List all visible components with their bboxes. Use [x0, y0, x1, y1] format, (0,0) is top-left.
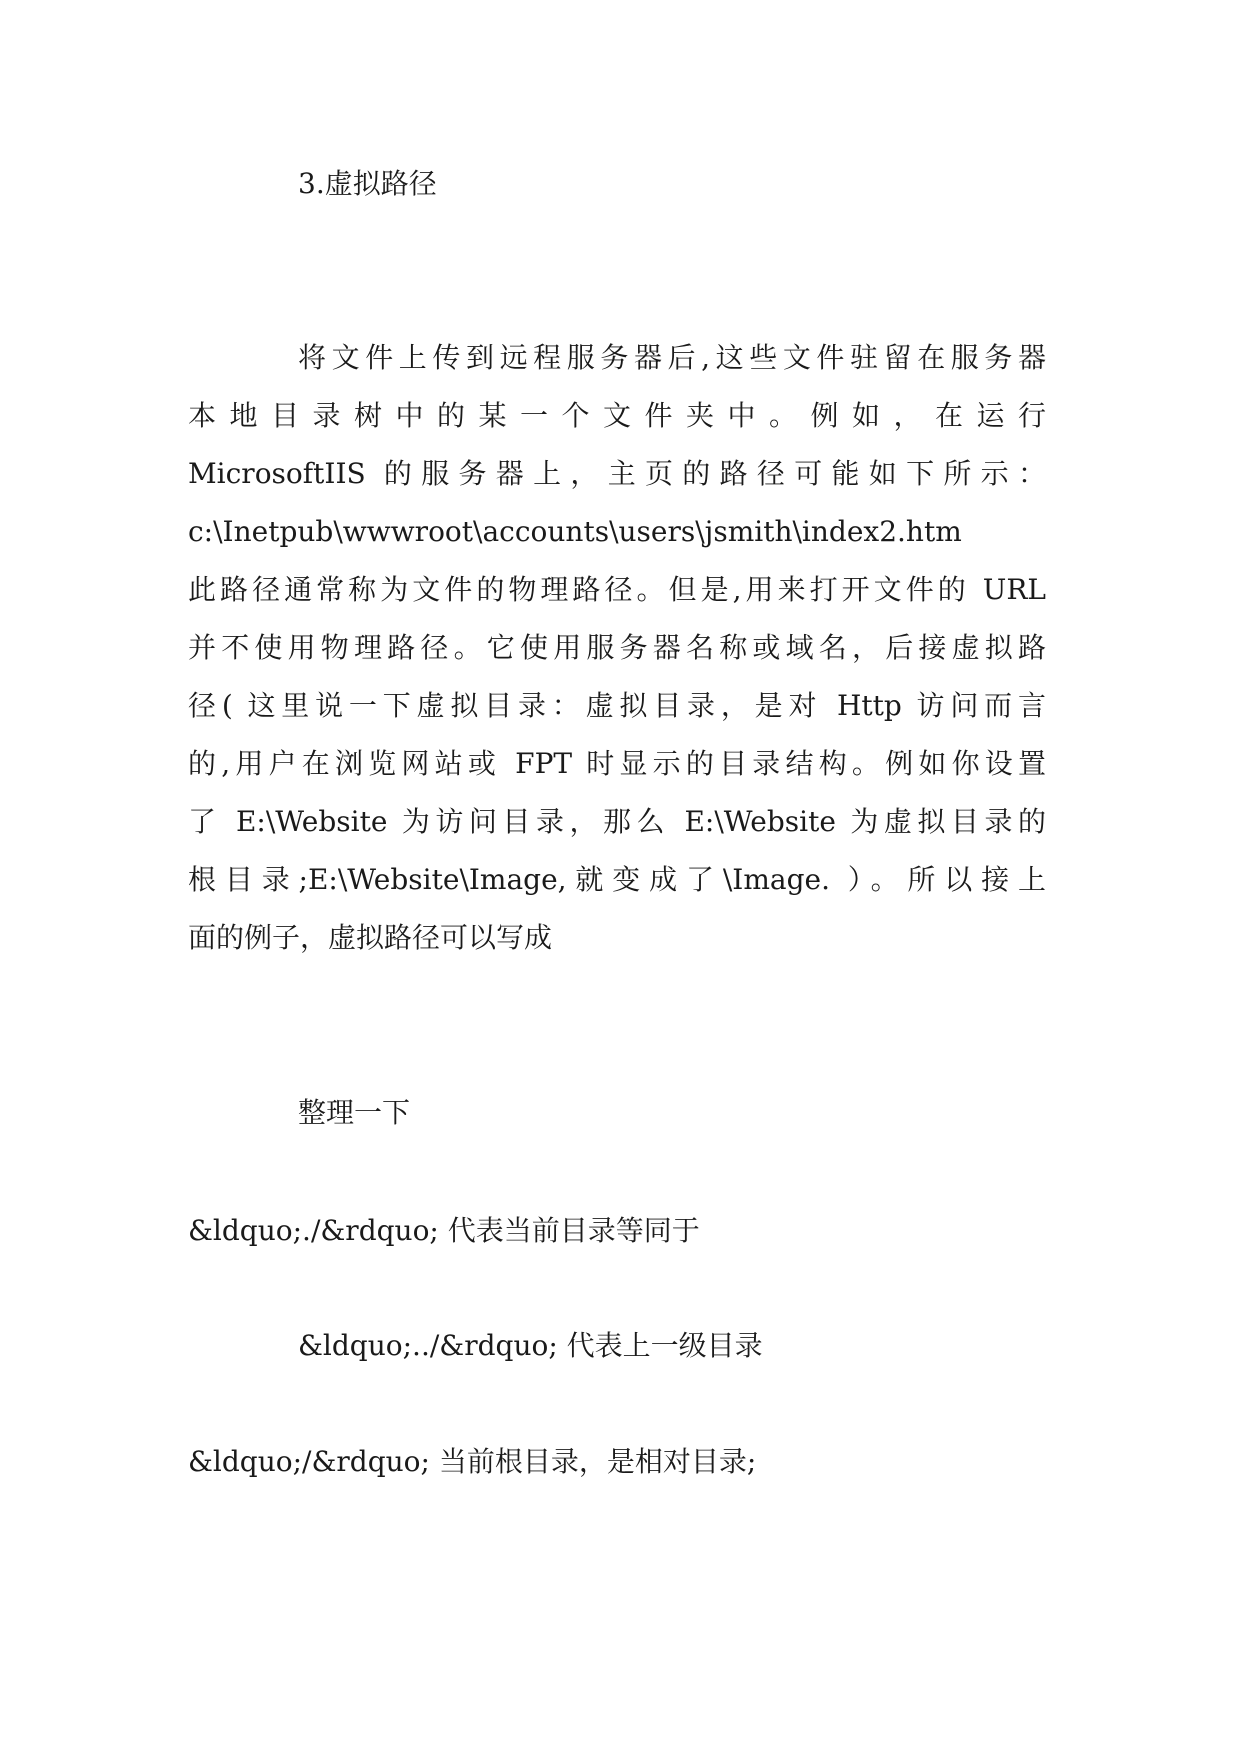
- paragraph-line: 面的例子，虚拟路径可以写成: [188, 921, 553, 954]
- body-paragraph: [188, 340, 1046, 978]
- paragraph-line: 了 E:\Website 为访问目录，那么 E:\Website 为虚拟目录的: [188, 805, 1046, 838]
- paragraph-line: c:\Inetpub\wwwroot\accounts\users\jsmith\index2.htm: [188, 515, 962, 548]
- paragraph-line: 并不使用物理路径。它使用服务器名称或域名，后接虚拟路: [188, 631, 1046, 664]
- paragraph-line: 将文件上传到远程服务器后,这些文件驻留在服务器: [298, 341, 1046, 374]
- paragraph-line: 根目录;E:\Website\Image,就变成了\Image. ）。所以接上: [188, 863, 1046, 896]
- list-item: &ldquo;./&rdquo; 代表当前目录等同于: [188, 1214, 700, 1247]
- paragraph-line: MicrosoftIIS 的服务器上，主页的路径可能如下所示：: [188, 457, 1046, 490]
- list-item: &ldquo;/&rdquo; 当前根目录，是相对目录;: [188, 1445, 757, 1478]
- paragraph-line: 的,用户在浏览网站或 FPT 时显示的目录结构。例如你设置: [188, 747, 1046, 780]
- paragraph-line: 此路径通常称为文件的物理路径。但是,用来打开文件的 URL: [188, 573, 1046, 606]
- section-heading: 3.虚拟路径: [298, 167, 437, 200]
- paragraph-line: 径( 这里说一下虚拟目录：虚拟目录，是对 Http 访问而言: [188, 689, 1046, 722]
- paragraph-line: 本 地 目 录 树 中 的 某 一 个 文 件 夹 中 。 例 如 ， 在 运 行: [188, 399, 1046, 432]
- summary-heading: 整理一下: [298, 1096, 411, 1129]
- list-item: &ldquo;../&rdquo; 代表上一级目录: [298, 1329, 763, 1362]
